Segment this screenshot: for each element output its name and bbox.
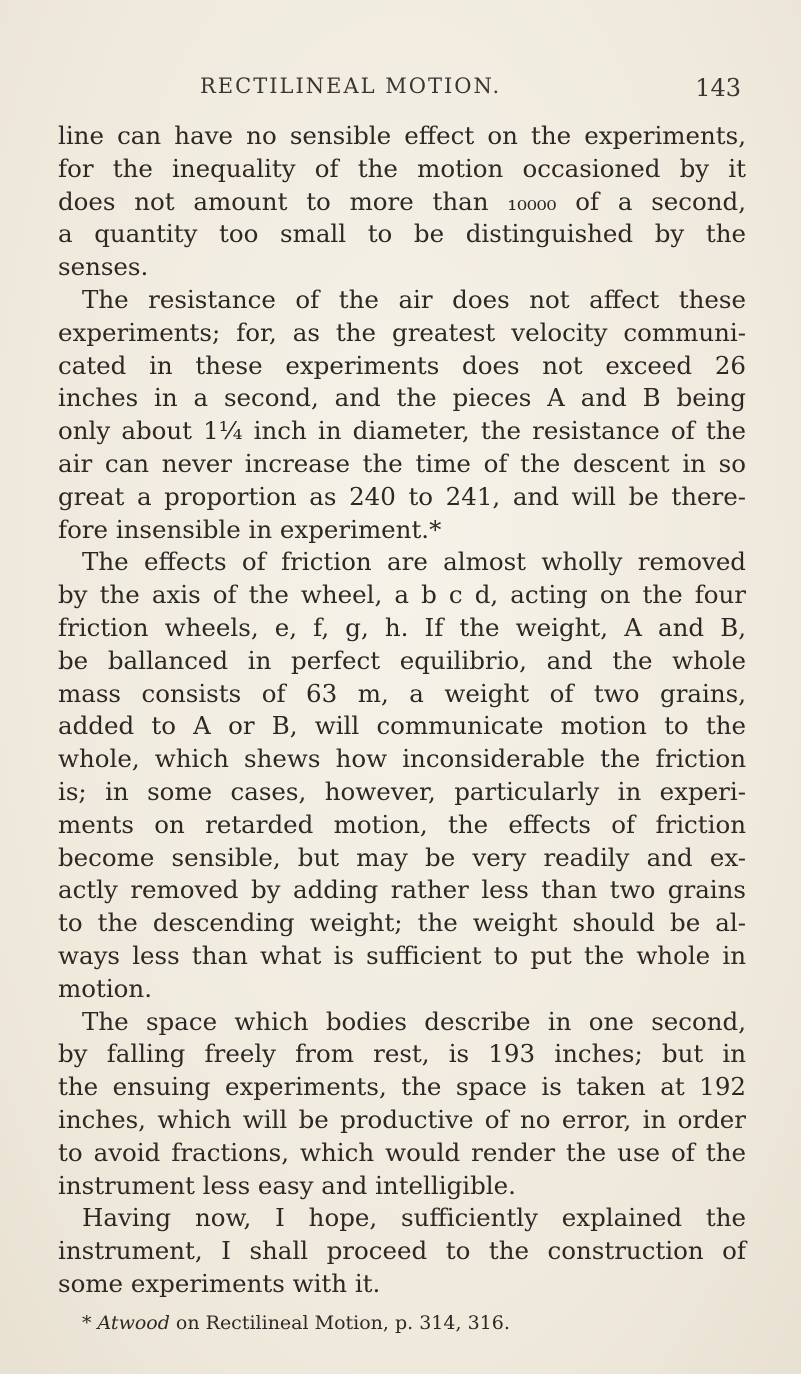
text-line: inches in a second, and the pieces A and B being [58, 383, 746, 413]
text-line: friction wheels, e, f, g, h. If the weight, A and B, [58, 612, 746, 642]
running-head: RECTILINEAL MOTION. [200, 74, 502, 98]
text-line: air can never increase the time of the descent in so [58, 448, 746, 478]
text-line: for the inequality of the motion occasioned by it [58, 153, 746, 183]
text-line: instrument less easy and intelligible. [58, 1170, 516, 1200]
paragraph-2 [58, 284, 746, 546]
text-line: The effects of friction are almost wholly removed [82, 547, 746, 577]
text-line: be ballanced in perfect equilibrio, and the whole [58, 645, 746, 675]
text-line: instrument, I shall proceed to the construction of [58, 1236, 746, 1266]
text-line: senses. [58, 252, 149, 282]
paragraph-5 [58, 1202, 746, 1300]
text-line: fore insensible in experiment.* [58, 514, 442, 544]
text-line: cated in these experiments does not exceed 26 [58, 350, 746, 380]
text-line: ments on retarded motion, the effects of friction [58, 809, 746, 839]
text-line: inches, which will be productive of no error, in order [58, 1104, 746, 1134]
body-text [58, 120, 746, 1301]
footnote-text: on Rectilineal Motion, p. 314, 316. [175, 1312, 510, 1334]
text-line: great a proportion as 240 to 241, and will be there- [58, 481, 746, 511]
footnote-author: Atwood [97, 1312, 170, 1334]
text-line: to the descending weight; the weight should be al- [58, 908, 746, 938]
text-line: ways less than what is sufficient to put the whole in [58, 940, 746, 970]
text-line: line can have no sensible effect on the experiments, [58, 121, 746, 150]
text-line: by the axis of the wheel, a b c d, acting on the four [58, 580, 746, 610]
text-line: Having now, I hope, sufficiently explained the [82, 1203, 746, 1233]
paragraph-4 [58, 1006, 746, 1203]
text-line: added to A or B, will communicate motion to the [58, 711, 746, 741]
page-number: 143 [695, 74, 741, 102]
text-line: the ensuing experiments, the space is taken at 192 [58, 1072, 746, 1102]
text-line: The resistance of the air does not affect these [82, 284, 746, 314]
text-line: to avoid fractions, which would render the use of the [58, 1137, 746, 1167]
footnote [58, 1312, 746, 1334]
text-line: whole, which shews how inconsiderable the friction [58, 744, 746, 774]
text-line: The space which bodies describe in one second, [82, 1006, 746, 1036]
text-line: is; in some cases, however, particularly in experi- [58, 776, 746, 806]
text-line: a quantity too small to be distinguished by the [58, 219, 746, 249]
text-line: experiments; for, as the greatest velocity communi- [58, 317, 746, 347]
text-line: does not amount to more than ₁₀₀₀₀ of a second, [58, 186, 746, 216]
footnote-marker: * [82, 1312, 92, 1334]
text-line: motion. [58, 973, 152, 1003]
text-line: mass consists of 63 m, a weight of two grains, [58, 678, 746, 708]
text-line: some experiments with it. [58, 1268, 381, 1298]
paragraph-1 [58, 120, 746, 284]
text-line: only about 1¼ inch in diameter, the resistance of the [58, 416, 746, 446]
text-line: actly removed by adding rather less than two grains [58, 875, 746, 905]
text-line: become sensible, but may be very readily and ex- [58, 842, 746, 872]
page-header [0, 74, 801, 110]
text-line: by falling freely from rest, is 193 inches; but in [58, 1039, 746, 1069]
paragraph-3 [58, 546, 746, 1005]
